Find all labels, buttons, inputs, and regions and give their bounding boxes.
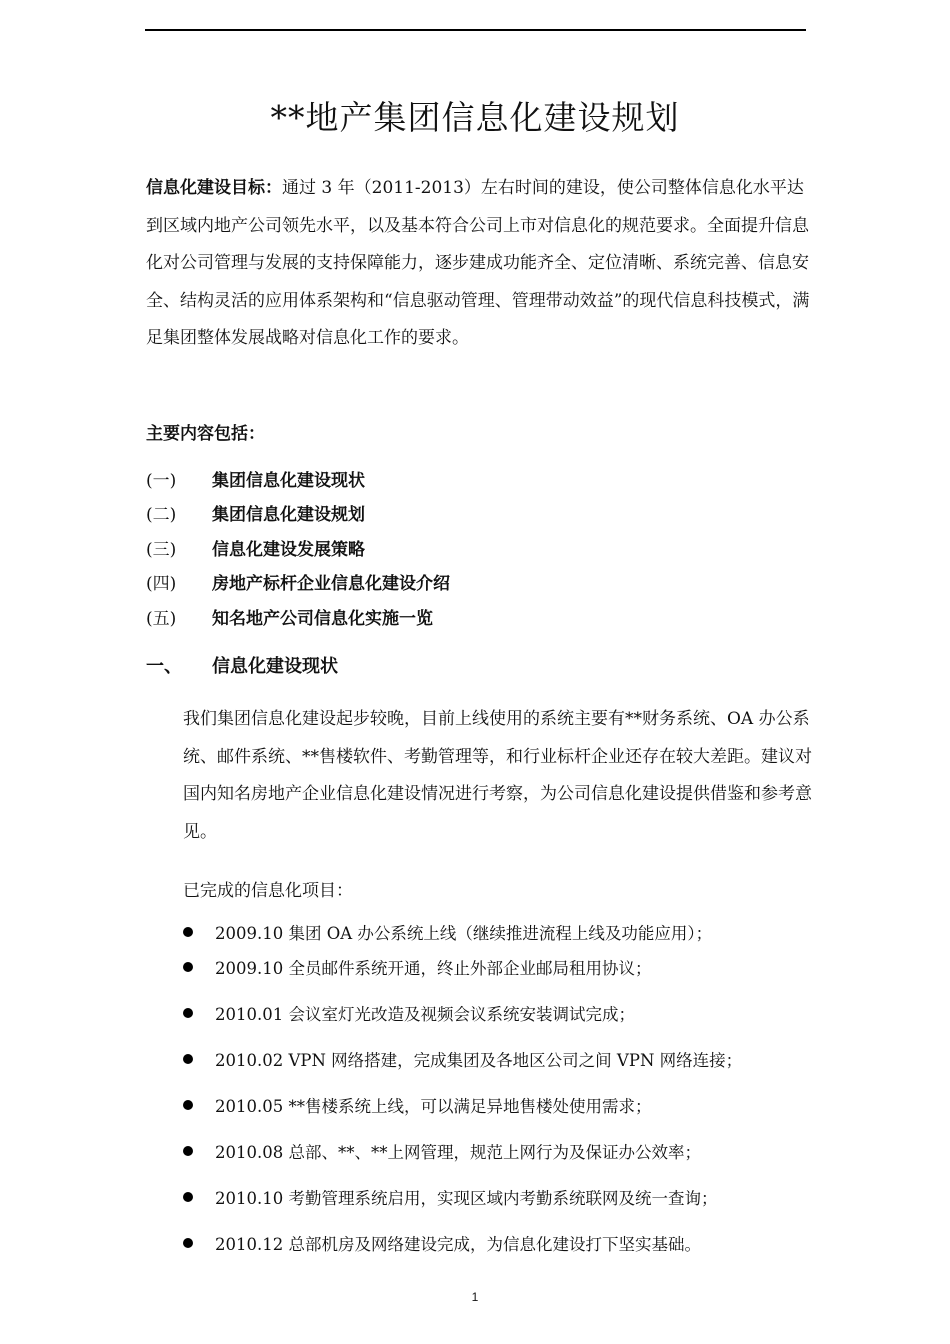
toc-text: 集团信息化建设现状 — [212, 471, 365, 491]
toc-text: 信息化建设发展策略 — [212, 540, 365, 560]
bullet-icon — [183, 1192, 193, 1202]
section-body-paragraph: 我们集团信息化建设起步较晚，目前上线使用的系统主要有**财务系统、OA 办公系统、邮件系统、**售楼软件、考勤管理等，和行业标杆企业还存在较大差距。建议对国内知名房地产企业信息化建设情况进行考察，为公司信息化建设提供借鉴和参考意见。 — [183, 709, 812, 842]
goal-text: 通过 3 年（2011-2013）左右时间的建设，使公司整体信息化水平达到区域内地产公司领先水平，以及基本符合公司上市对信息化的规范要求。全面提升信息化对公司管理与发展的支持保障能力，逐步建成功能齐全、定位清晰、系统完善、信息安全、结构灵活的应用体系架构和“信息驱动管理、管理带动效益”的现代信息科技模式，满足集团整体发展战略对信息化工作的要求。 — [146, 178, 810, 348]
section-title: 信息化建设现状 — [212, 656, 338, 677]
goal-paragraph — [146, 170, 816, 358]
list-item-text: 2010.10 考勤管理系统启用，实现区域内考勤系统联网及统一查询； — [215, 1189, 718, 1208]
list-item-text: 2009.10 全员邮件系统开通，终止外部企业邮局租用协议； — [215, 959, 652, 978]
bullet-icon — [183, 1054, 193, 1064]
toc-text: 知名地产公司信息化实施一览 — [212, 609, 433, 629]
list-item-text: 2009.10 集团 OA 办公系统上线（继续推进流程上线及功能应用）； — [215, 924, 713, 943]
completed-projects-label: 已完成的信息化项目： — [183, 881, 353, 901]
section-number: 一、 — [146, 656, 182, 677]
page-number: 1 — [471, 1290, 479, 1304]
toc-number: (三) — [146, 540, 177, 560]
list-item-text: 2010.08 总部、**、**上网管理，规范上网行为及保证办公效率； — [215, 1143, 701, 1162]
list-item-text: 2010.01 会议室灯光改造及视频会议系统安装调试完成； — [215, 1005, 635, 1024]
document-title: **地产集团信息化建设规划 — [270, 98, 680, 137]
toc-number: (四) — [146, 574, 177, 594]
toc-text: 房地产标杆企业信息化建设介绍 — [212, 574, 450, 594]
list-item-text: 2010.12 总部机房及网络建设完成，为信息化建设打下坚实基础。 — [215, 1235, 701, 1254]
toc-number: (二) — [146, 505, 177, 525]
bullet-icon — [183, 1146, 193, 1156]
bullet-icon — [183, 1100, 193, 1110]
bullet-icon — [183, 1008, 193, 1018]
header-rule — [145, 29, 806, 31]
list-item-text: 2010.05 **售楼系统上线，可以满足异地售楼处使用需求； — [215, 1097, 652, 1116]
bullet-icon — [183, 1238, 193, 1248]
toc-text: 集团信息化建设规划 — [212, 505, 365, 525]
list-item-text: 2010.02 VPN 网络搭建，完成集团及各地区公司之间 VPN 网络连接； — [215, 1051, 743, 1070]
bullet-icon — [183, 962, 193, 972]
bullet-icon — [183, 927, 193, 937]
contents-label: 主要内容包括： — [146, 424, 265, 444]
toc-number: (五) — [146, 609, 177, 629]
goal-label: 信息化建设目标： — [146, 178, 282, 198]
toc-number: (一) — [146, 471, 177, 491]
